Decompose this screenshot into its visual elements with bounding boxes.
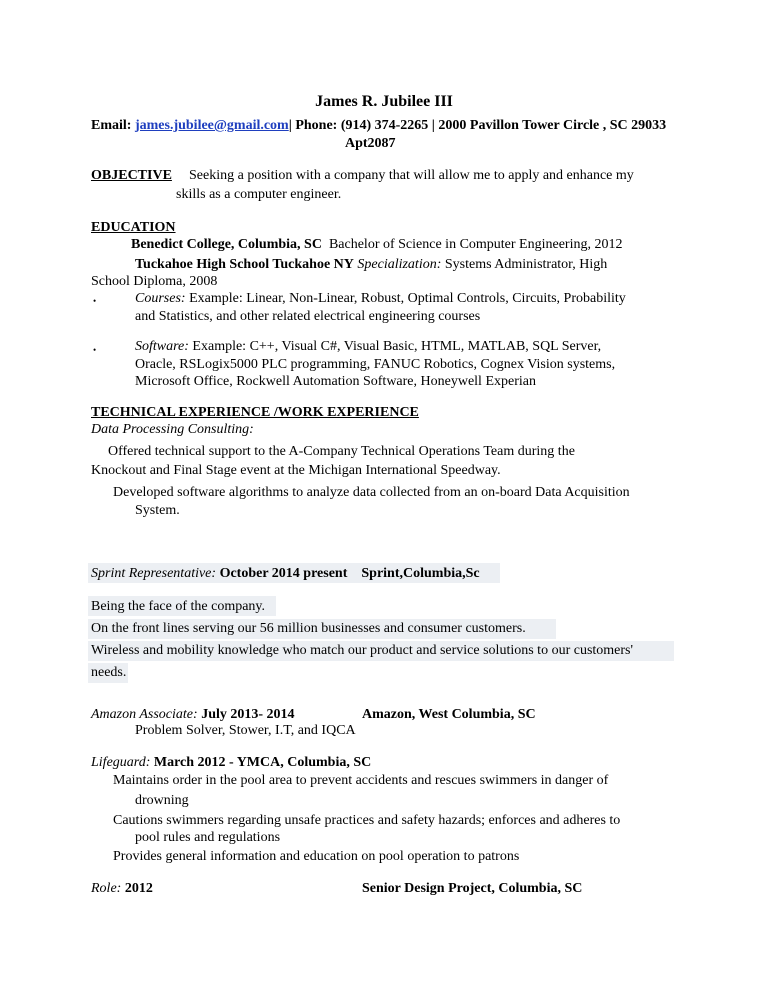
lifeguard-line-4: pool rules and regulations [135,830,281,845]
lifeguard-title: Lifeguard: [91,755,151,770]
sprint-heading [91,565,480,583]
specialization-value: Systems Administrator, High [444,257,608,272]
email-link[interactable]: james.jubilee@gmail.com [134,118,289,133]
role-place: Senior Design Project, Columbia, SC [362,881,583,896]
experience-heading: TECHNICAL EXPERIENCE /WORK EXPERIENCE [91,405,419,420]
objective-line-1: Seeking a position with a company that will allow me to apply and enhance my [189,168,634,183]
lifeguard-heading [91,754,371,772]
sprint-title: Sprint Representative: [91,566,217,581]
lifeguard-line-1: Maintains order in the pool area to prevent accidents and rescues swimmers in danger of [113,773,609,788]
objective-heading: OBJECTIVE [91,168,172,183]
apartment: Apt2087 [345,136,396,151]
lifeguard-line-2: drowning [135,793,189,808]
education-highschool-line [135,256,607,274]
courses-text-1: Example: Linear, Non-Linear, Robust, Optimal Controls, Circuits, Probability [189,291,626,306]
objective-line-2: skills as a computer engineer. [176,187,342,202]
specialization-label: Specialization: [357,257,442,272]
amazon-title: Amazon Associate: [91,707,198,722]
bullet-icon: • [93,345,97,355]
amazon-date: July 2013- 2014 [201,707,295,722]
sprint-line-2: On the front lines serving our 56 million businesses and consumer customers. [91,621,526,636]
software-text-1: Example: C++, Visual C#, Visual Basic, HTML, MATLAB, SQL Server, [192,339,602,354]
sprint-place: Sprint,Columbia,Sc [361,566,480,581]
courses-line-1 [135,290,626,308]
amazon-place: Amazon, West Columbia, SC [362,707,536,722]
phone-address: | Phone: (914) 374-2265 | 2000 Pavillon Tower Circle , SC 29033 [288,118,667,133]
role-date: 2012 [124,881,153,896]
education-college-line [131,236,622,254]
courses-label: Courses: [135,291,186,306]
role-title: Role: [91,881,122,896]
email-label: Email: [91,118,132,133]
data-processing-line-3: Developed software algorithms to analyze data collected from an on-board Data Acquisition [113,485,630,500]
highschool-name: Tuckahoe High School Tuckahoe NY [135,257,354,272]
bullet-icon: • [93,296,97,306]
courses-line-2: and Statistics, and other related electrical engineering courses [135,309,481,324]
education-heading: EDUCATION [91,220,176,235]
highschool-diploma: School Diploma, 2008 [91,274,218,289]
role-heading [91,880,153,898]
lifeguard-line-5: Provides general information and education on pool operation to patrons [113,849,520,864]
software-line-2: Oracle, RSLogix5000 PLC programming, FANUC Robotics, Cognex Vision systems, [135,357,616,372]
software-line-3: Microsoft Office, Rockwell Automation Software, Honeywell Experian [135,374,536,389]
sprint-line-3: Wireless and mobility knowledge who match our product and service solutions to our customers' [91,643,634,658]
college-degree: Bachelor of Science in Computer Engineering, 2012 [328,237,623,252]
software-label: Software: [135,339,189,354]
data-processing-line-1: Offered technical support to the A-Company Technical Operations Team during the [108,444,575,459]
data-processing-line-2: Knockout and Final Stage event at the Michigan International Speedway. [91,463,501,478]
data-processing-title: Data Processing Consulting: [91,422,254,437]
contact-line [91,117,666,135]
college-name: Benedict College, Columbia, SC [131,237,322,252]
sprint-line-1: Being the face of the company. [91,599,266,614]
sprint-date: October 2014 present [219,566,348,581]
amazon-line-1: Problem Solver, Stower, I.T, and IQCA [135,723,356,738]
lifeguard-line-3: Cautions swimmers regarding unsafe practices and safety hazards; enforces and adheres to [113,813,621,828]
resume-name: James R. Jubilee III [315,93,453,110]
sprint-line-4: needs. [91,665,127,680]
data-processing-line-4: System. [135,503,180,518]
lifeguard-date: March 2012 - YMCA, Columbia, SC [153,755,372,770]
software-line-1 [135,338,601,356]
